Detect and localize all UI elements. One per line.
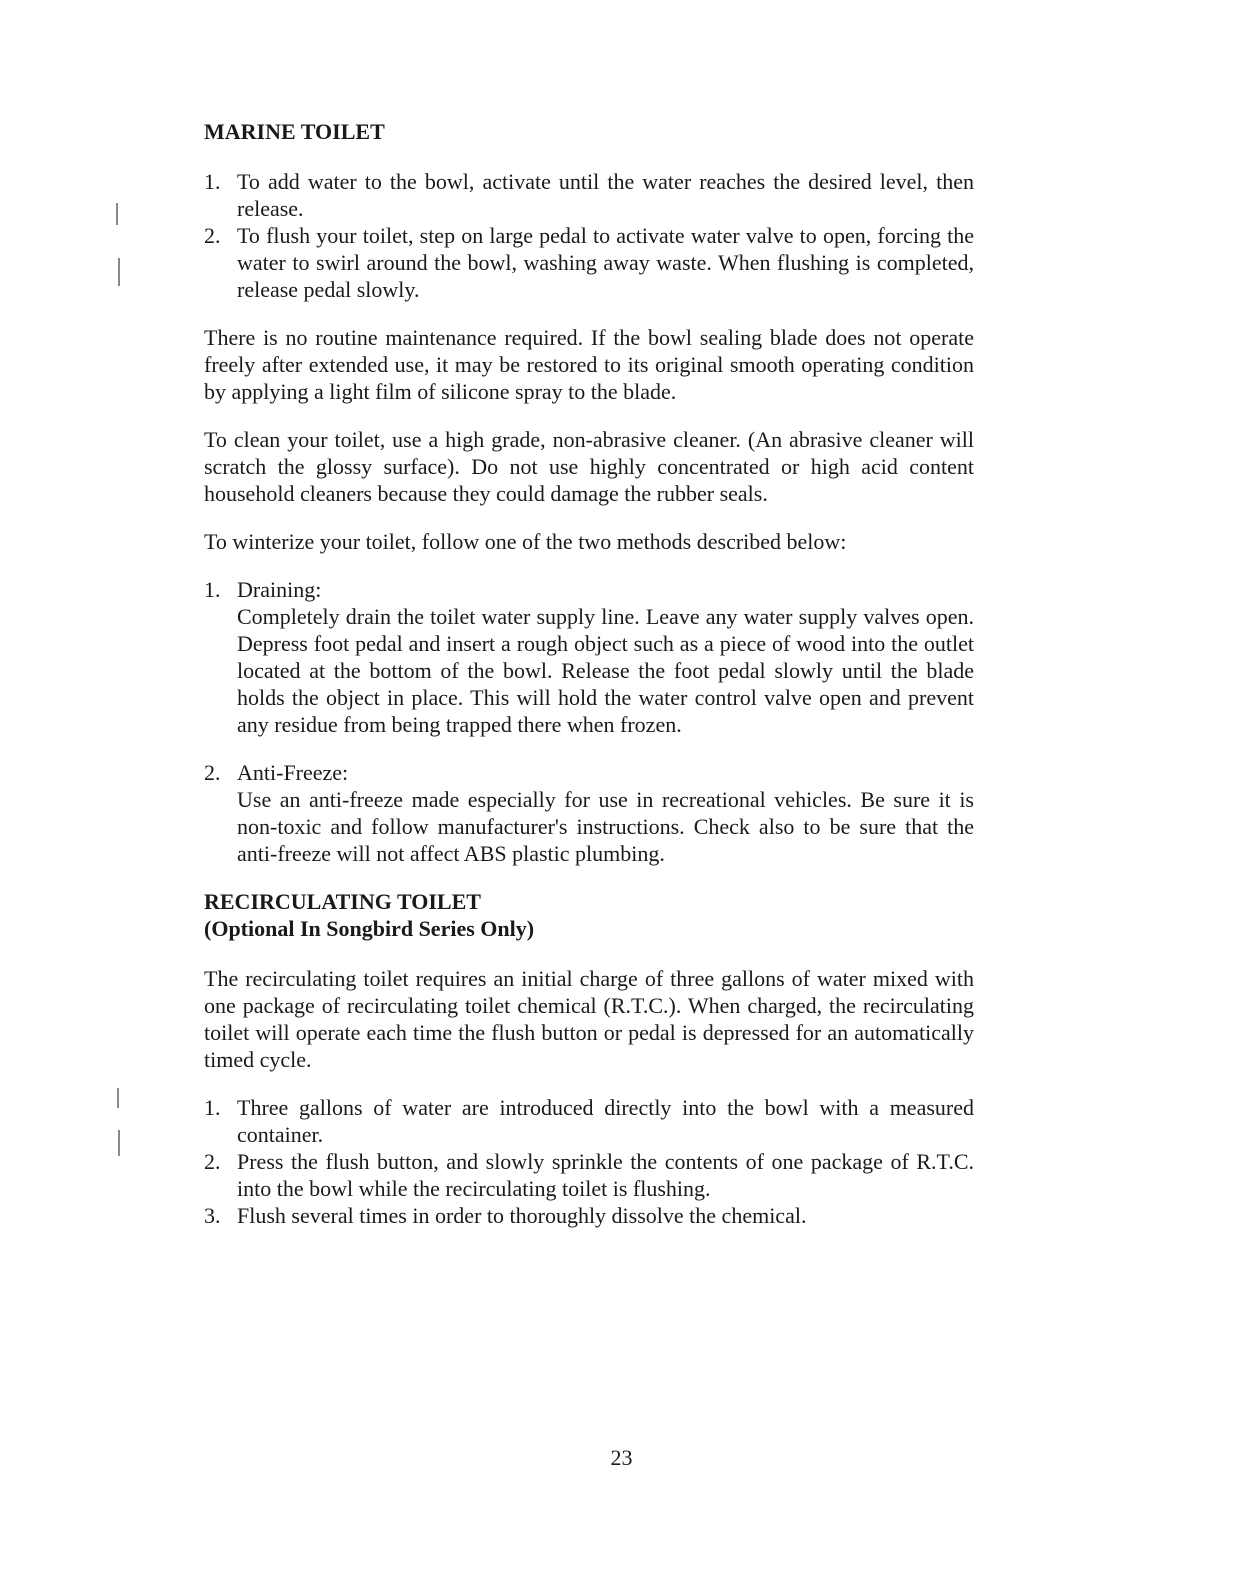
scan-mark [116, 203, 118, 225]
winterize-methods-list [204, 576, 974, 867]
list-item [204, 1202, 974, 1229]
maintenance-paragraph: There is no routine maintenance required. If the bowl sealing blade does not operate freely after extended use, it may be restored to its original smooth operating condition by applying a light film of silicone spray to the blade. [204, 325, 974, 404]
scan-mark [118, 258, 120, 286]
cleaning-paragraph: To clean your toilet, use a high grade, non-abrasive cleaner. (An abrasive cleaner will scratch the glossy surface). Do not use highly concentrated or high acid content household cleaners because they could damage the rubber seals. [204, 427, 974, 506]
list-item [204, 1148, 974, 1202]
step-number: 1. [204, 1095, 221, 1120]
step-text: To add water to the bowl, activate until the water reaches the desired level, then release. [237, 169, 974, 221]
page-number: 23 [610, 1445, 633, 1470]
method-text: Use an anti-freeze made especially for use in recreational vehicles. Be sure it is non-toxic and follow manufacturer's instructions. Check also to be sure that the anti-freeze will not affect ABS plastic plumbing. [237, 787, 974, 866]
winterize-intro-paragraph: To winterize your toilet, follow one of the two methods described below: [204, 529, 847, 554]
scan-mark [118, 1130, 120, 1156]
document-page [204, 115, 974, 1229]
method-title: Draining: [237, 577, 322, 602]
method-text: Completely drain the toilet water supply line. Leave any water supply valves open. Depress foot pedal and insert a rough object such as a piece of wood into the outlet located at the bottom of the bowl. Release the foot pedal slowly until the blade holds the object in place. This will hold the water control valve open and prevent any residue from being trapped there when frozen. [237, 604, 974, 737]
list-item [204, 168, 974, 222]
list-item [204, 759, 974, 867]
list-item [204, 576, 974, 738]
step-number: 2. [204, 1149, 221, 1174]
scan-mark [117, 1088, 119, 1108]
step-text: Flush several times in order to thoroughly dissolve the chemical. [237, 1203, 807, 1228]
recirculating-toilet-heading: RECIRCULATING TOILET [204, 889, 481, 914]
method-number: 1. [204, 577, 221, 602]
step-text: Press the flush button, and slowly sprinkle the contents of one package of R.T.C. into the bowl while the recirculating toilet is flushing. [237, 1149, 974, 1201]
marine-toilet-heading: MARINE TOILET [204, 119, 385, 144]
method-number: 2. [204, 760, 221, 785]
step-text: To flush your toilet, step on large pedal to activate water valve to open, forcing the water to swirl around the bowl, washing away waste. When flushing is completed, release pedal slowly. [237, 223, 974, 302]
step-number: 1. [204, 169, 221, 194]
list-item [204, 1094, 974, 1148]
step-number: 3. [204, 1203, 221, 1228]
recirculating-steps-list [204, 1094, 974, 1229]
list-item [204, 222, 974, 303]
step-number: 2. [204, 223, 221, 248]
method-title: Anti-Freeze: [237, 760, 349, 785]
step-text: Three gallons of water are introduced directly into the bowl with a measured container. [237, 1095, 974, 1147]
recirculating-intro-paragraph: The recirculating toilet requires an initial charge of three gallons of water mixed with one package of recirculating toilet chemical (R.T.C.). When charged, the recirculating toilet will operate each time the flush button or pedal is depressed for an automatically timed cycle. [204, 966, 974, 1072]
recirculating-toilet-subheading: (Optional In Songbird Series Only) [204, 916, 535, 941]
marine-steps-list [204, 168, 974, 303]
